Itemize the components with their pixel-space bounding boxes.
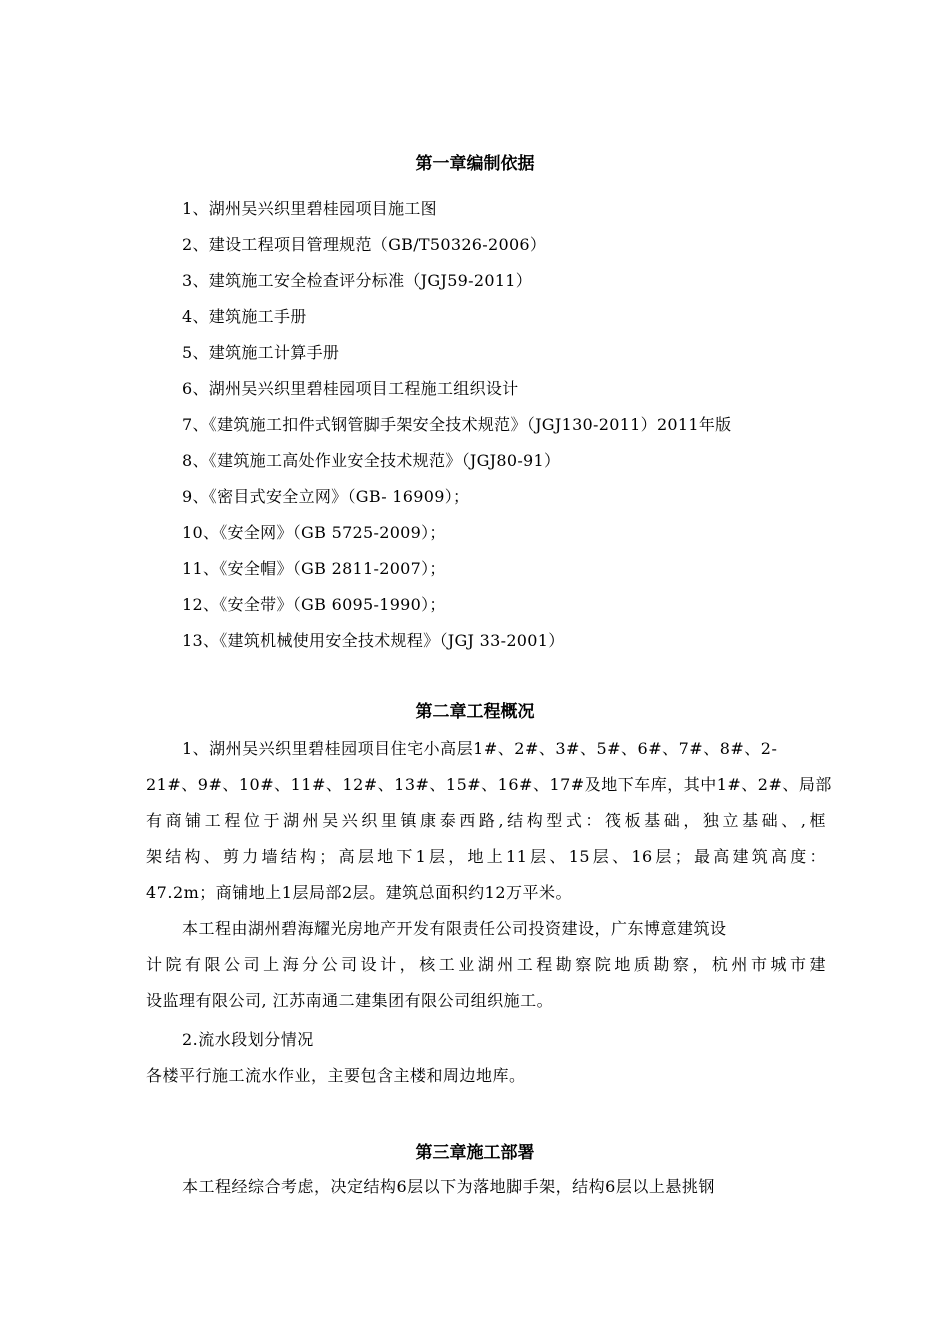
paragraph-line: 架结构、剪力墙结构；高层地下1层，地上11层、15层、16层；最高建筑高度： [146,847,826,866]
paragraph-line: 1、湖州吴兴织里碧桂园项目住宅小高层1#、2#、3#、5#、6#、7#、8#、2- [182,739,778,758]
paragraph-line: 设监理有限公司, 江苏南通二建集团有限公司组织施工。 [146,991,554,1010]
reference-item: 11、《安全帽》（GB 2811-2007）； [182,559,446,578]
chapter-2-title: 第二章工程概况 [415,702,535,722]
reference-item: 13、《建筑机械使用安全技术规程》（JGJ 33-2001） [182,631,565,650]
chapter-1-title: 第一章编制依据 [415,154,535,174]
reference-item: 7、《建筑施工扣件式钢管脚手架安全技术规范》（JGJ130-2011）2011年版 [182,415,732,434]
reference-item: 5、建筑施工计算手册 [182,343,340,362]
reference-item: 8、《建筑施工高处作业安全技术规范》（JGJ80-91） [182,451,561,470]
reference-item: 4、建筑施工手册 [182,307,307,326]
paragraph-line: 计院有限公司上海分公司设计，核工业湖州工程勘察院地质勘察，杭州市城市建 [146,955,826,974]
chapter-3-title: 第三章施工部署 [415,1143,535,1163]
paragraph-line: 各楼平行施工流水作业，主要包含主楼和周边地库。 [146,1066,526,1085]
reference-item: 3、建筑施工安全检查评分标准（JGJ59-2011） [182,271,533,290]
section-subheading: 2.流水段划分情况 [182,1030,314,1049]
reference-item: 2、建设工程项目管理规范（GB/T50326-2006） [182,235,547,254]
paragraph-line: 本工程经综合考虑，决定结构6层以下为落地脚手架，结构6层以上悬挑钢 [182,1177,715,1196]
reference-item: 12、《安全带》（GB 6095-1990）； [182,595,446,614]
paragraph-line: 有商铺工程位于湖州吴兴织里镇康泰西路,结构型式：筏板基础，独立基础、,框 [146,811,826,830]
paragraph-line: 21#、9#、10#、11#、12#、13#、15#、16#、17#及地下车库，其中1#、2#、局部 [146,775,832,794]
reference-item: 10、《安全网》（GB 5725-2009）； [182,523,446,542]
reference-item: 9、《密目式安全立网》（GB- 16909）； [182,487,470,506]
paragraph-line: 本工程由湖州碧海耀光房地产开发有限责任公司投资建设，广东博意建筑设 [182,919,727,938]
reference-item: 6、湖州吴兴织里碧桂园项目工程施工组织设计 [182,379,519,398]
reference-item: 1、湖州吴兴织里碧桂园项目施工图 [182,199,437,218]
paragraph-line: 47.2m；商铺地上1层局部2层。建筑总面积约12万平米。 [146,883,573,902]
